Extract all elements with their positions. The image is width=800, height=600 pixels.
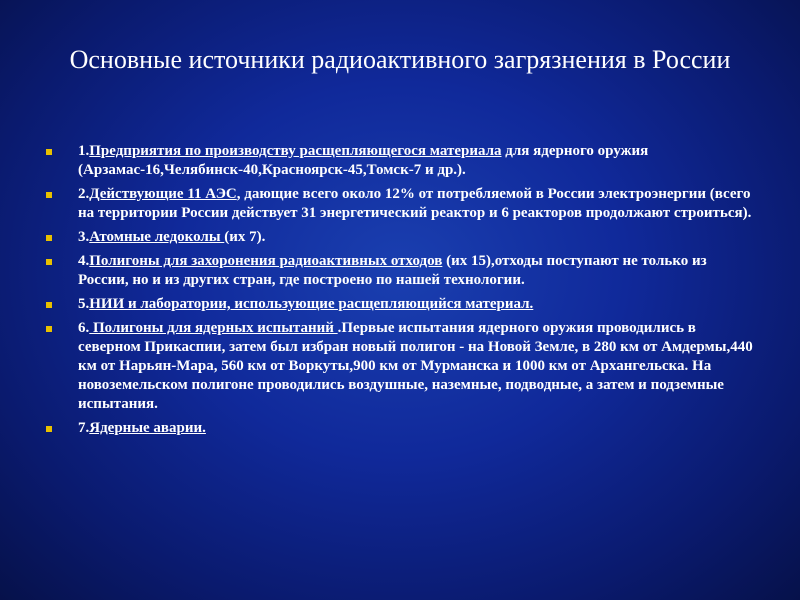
item-number: 2. xyxy=(78,186,90,202)
list-item xyxy=(46,185,756,223)
bullet-list xyxy=(46,142,756,443)
bullet-square-icon xyxy=(46,235,52,241)
item-number: 5. xyxy=(78,296,90,312)
bullet-square-icon xyxy=(46,149,52,155)
item-number: 7. xyxy=(78,420,90,436)
list-item xyxy=(46,228,756,247)
list-item xyxy=(46,142,756,180)
item-link[interactable]: Полигоны для ядерных испытаний xyxy=(89,320,338,336)
item-number: 1. xyxy=(78,143,90,159)
slide-title: Основные источники радиоактивного загрязнения в России xyxy=(69,45,731,74)
item-text: .Первые испытания ядерного оружия проводились в северном Прикаспии, затем был избран новый полигон - на Новой Земле, в 280 км от Амдермы,440 км от Нарьян-Мара, 560 км от Воркуты,900 км от Мурманска и 1000 км от Архангельска. На новоземельском полигоне проводились воздушные, наземные, подводные, а затем и подземные испытания. xyxy=(78,320,753,412)
item-link[interactable]: Предприятия по производству расщепляющегося материала xyxy=(89,143,502,159)
bullet-square-icon xyxy=(46,192,52,198)
list-item xyxy=(46,252,756,290)
item-text: для ядерного оружия (Арзамас-16,Челябинск-40,Красноярск-45,Томск-7 и др.). xyxy=(78,143,649,178)
item-number: 3. xyxy=(78,229,90,245)
item-link[interactable]: Ядерные аварии. xyxy=(89,420,206,436)
item-link[interactable]: Действующие 11 АЭС xyxy=(89,186,237,202)
list-item xyxy=(46,419,756,438)
bullet-square-icon xyxy=(46,259,52,265)
list-item xyxy=(46,295,756,314)
item-link[interactable]: Полигоны для захоронения радиоактивных отходов xyxy=(89,253,443,269)
item-link[interactable]: Атомные ледоколы xyxy=(89,229,225,245)
item-link[interactable]: НИИ и лаборатории, использующие расщепляющийся материал. xyxy=(89,296,534,312)
item-text: (их 15),отходы поступают не только из России, но и из других стран, где построено по нашей технологии. xyxy=(78,253,707,288)
bullet-square-icon xyxy=(46,302,52,308)
item-text: , дающие всего около 12% от потребляемой в России электроэнергии (всего на территории России действует 31 энергетический реактор и 6 реакторов продолжают строиться). xyxy=(78,186,752,221)
item-text: (их 7). xyxy=(224,229,266,245)
bullet-square-icon xyxy=(46,426,52,432)
bullet-square-icon xyxy=(46,326,52,332)
item-number: 4. xyxy=(78,253,90,269)
list-item xyxy=(46,319,756,414)
item-number: 6. xyxy=(78,320,90,336)
